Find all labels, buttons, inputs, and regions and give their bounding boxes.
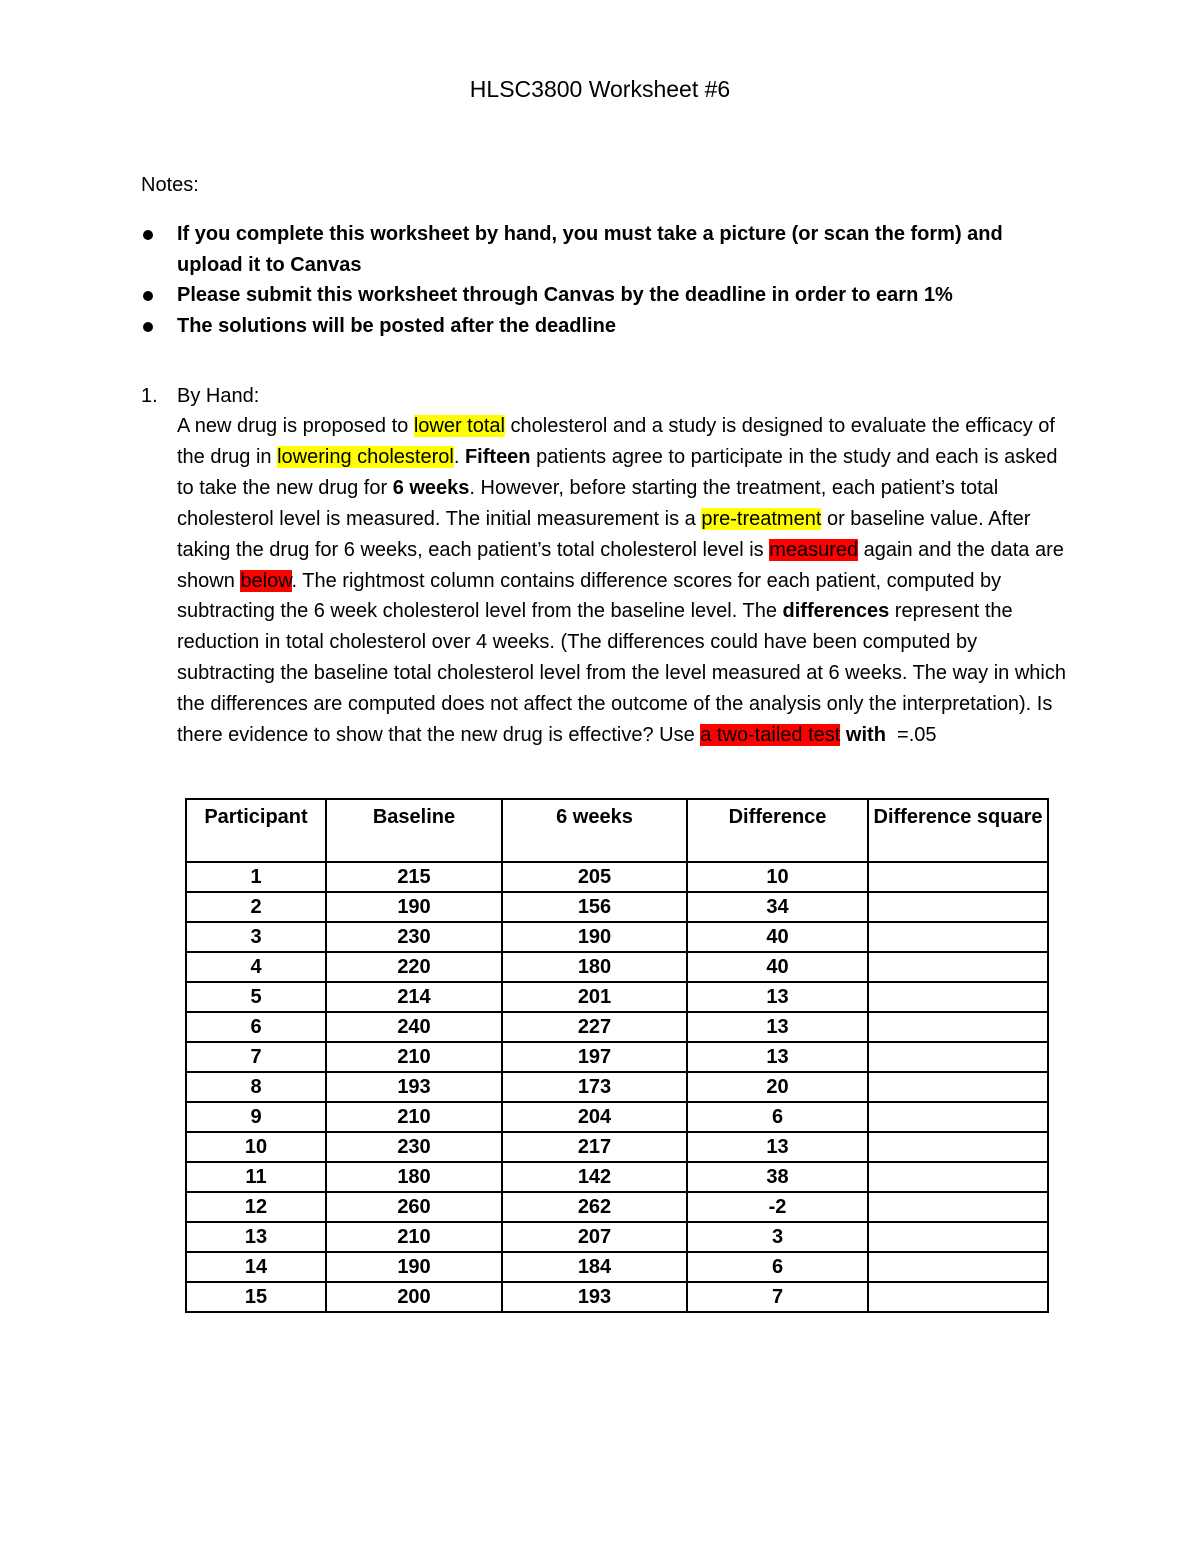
cell-baseline: 230	[326, 1132, 502, 1162]
cell-participant: 7	[186, 1042, 326, 1072]
cell-6-weeks: 156	[502, 892, 687, 922]
text-segment: .	[453, 445, 465, 468]
cell-participant: 9	[186, 1102, 326, 1132]
data-table	[185, 798, 1049, 1313]
note-text: The solutions will be posted after the deadline	[177, 314, 616, 337]
cell-difference-square[interactable]	[868, 1072, 1048, 1102]
cell-baseline: 220	[326, 952, 502, 982]
text-segment: represent the reduction in total cholesterol over 4 weeks. (The differences could have been computed by subtracting the baseline total cholesterol level from the level measured at 6 weeks. The way in which the differences are computed does not affect the outcome of the analysis only the interpretation). Is there evidence to show that the new drug is effective? Use	[177, 600, 1066, 747]
cell-baseline: 190	[326, 1252, 502, 1282]
cell-difference-square[interactable]	[868, 1042, 1048, 1072]
page-title: HLSC3800 Worksheet #6	[469, 76, 731, 102]
table-row	[186, 892, 1048, 922]
table-row	[186, 1132, 1048, 1162]
text-segment: =.05	[885, 724, 937, 747]
highlight-yellow: lowering cholesterol	[277, 445, 454, 468]
highlight-yellow: pre-treatment	[701, 507, 822, 530]
cell-6-weeks: 180	[502, 952, 687, 982]
bullet-icon	[143, 230, 153, 240]
cell-6-weeks: 142	[502, 1162, 687, 1192]
text-segment: A new drug is proposed to	[177, 415, 414, 437]
note-text: If you complete this worksheet by hand, you must take a picture (or scan the form) and upload it to Canvas	[177, 223, 1003, 276]
cell-difference-square[interactable]	[868, 982, 1048, 1012]
cell-baseline: 240	[326, 1012, 502, 1042]
cell-difference-square[interactable]	[868, 1252, 1048, 1282]
bullet-icon	[143, 291, 153, 301]
cell-difference: 34	[687, 892, 868, 922]
table-row	[186, 862, 1048, 892]
cell-participant: 3	[186, 922, 326, 952]
cell-participant: 6	[186, 1012, 326, 1042]
cell-difference-square[interactable]	[868, 1102, 1048, 1132]
cell-6-weeks: 262	[502, 1192, 687, 1222]
cell-6-weeks: 184	[502, 1252, 687, 1282]
cell-baseline: 210	[326, 1222, 502, 1252]
list-item	[141, 219, 1041, 280]
cell-difference-square[interactable]	[868, 1282, 1048, 1312]
bold-text: differences	[782, 600, 890, 623]
table-row	[186, 1282, 1048, 1312]
note-text: Please submit this worksheet through Canvas by the deadline in order to earn 1%	[177, 284, 953, 306]
table-row	[186, 1042, 1048, 1072]
highlight-yellow: lower total	[413, 415, 505, 437]
cell-participant: 2	[186, 892, 326, 922]
cell-6-weeks: 217	[502, 1132, 687, 1162]
notes-list	[141, 219, 1041, 341]
cell-difference: 20	[687, 1072, 868, 1102]
text-segment: or baseline value. After taking the drug for 6 weeks, each patient’s total cholesterol level is	[177, 507, 1031, 561]
cell-6-weeks: 201	[502, 982, 687, 1012]
table-row	[186, 1252, 1048, 1282]
cell-baseline: 200	[326, 1282, 502, 1312]
column-header-difference: Difference	[687, 799, 868, 862]
cell-baseline: 214	[326, 982, 502, 1012]
table-row	[186, 1222, 1048, 1252]
cell-6-weeks: 227	[502, 1012, 687, 1042]
table-row	[186, 1072, 1048, 1102]
table-row	[186, 1162, 1048, 1192]
cell-baseline: 230	[326, 922, 502, 952]
cell-difference: 7	[687, 1282, 868, 1312]
cell-baseline: 210	[326, 1042, 502, 1072]
text-segment: patients agree to participate in the study and each is asked to take the new drug for	[177, 445, 1058, 499]
cell-difference-square[interactable]	[868, 1132, 1048, 1162]
cell-6-weeks: 205	[502, 862, 687, 892]
text-segment: cholesterol and a study is designed to evaluate the efficacy of the drug in	[177, 415, 1055, 468]
highlight-red: measured	[769, 538, 859, 561]
cell-participant: 12	[186, 1192, 326, 1222]
cell-difference: 3	[687, 1222, 868, 1252]
table-row	[186, 952, 1048, 982]
table-row	[186, 1012, 1048, 1042]
cell-difference: 40	[687, 952, 868, 982]
cell-baseline: 210	[326, 1102, 502, 1132]
bullet-icon	[143, 322, 153, 332]
highlight-red: below	[240, 569, 292, 592]
cell-6-weeks: 197	[502, 1042, 687, 1072]
cell-6-weeks: 204	[502, 1102, 687, 1132]
cell-difference: 10	[687, 862, 868, 892]
cell-participant: 15	[186, 1282, 326, 1312]
cell-difference: 13	[687, 1042, 868, 1072]
bold-text: with	[840, 724, 886, 747]
cell-6-weeks: 193	[502, 1282, 687, 1312]
cell-difference: 38	[687, 1162, 868, 1192]
cell-difference-square[interactable]	[868, 1012, 1048, 1042]
cell-participant: 13	[186, 1222, 326, 1252]
cell-participant: 11	[186, 1162, 326, 1192]
cell-baseline: 180	[326, 1162, 502, 1192]
cell-participant: 10	[186, 1132, 326, 1162]
cell-participant: 5	[186, 982, 326, 1012]
cell-participant: 1	[186, 862, 326, 892]
cell-difference-square[interactable]	[868, 862, 1048, 892]
column-header-difference-square: Difference square	[868, 799, 1048, 862]
cell-difference-square[interactable]	[868, 1192, 1048, 1222]
text-segment: . The rightmost column contains difference scores for each patient, computed by subtracting the 6 week cholesterol level from the baseline level. The	[177, 569, 1002, 623]
column-header-6-weeks: 6 weeks	[502, 799, 687, 862]
cell-difference-square[interactable]	[868, 1162, 1048, 1192]
cell-difference-square[interactable]	[868, 892, 1048, 922]
bold-text: 6 weeks	[392, 476, 470, 499]
cell-difference-square[interactable]	[868, 952, 1048, 982]
question-number: 1.	[141, 385, 158, 407]
cell-baseline: 190	[326, 892, 502, 922]
notes-label: Notes:	[141, 174, 199, 196]
column-header-participant: Participant	[186, 799, 326, 862]
cell-difference: 6	[687, 1252, 868, 1282]
highlight-red: a two-tailed test	[700, 724, 841, 747]
cell-6-weeks: 190	[502, 922, 687, 952]
column-header-baseline: Baseline	[326, 799, 502, 862]
cell-baseline: 260	[326, 1192, 502, 1222]
cell-participant: 4	[186, 952, 326, 982]
cell-baseline: 193	[326, 1072, 502, 1102]
cell-baseline: 215	[326, 862, 502, 892]
table-row	[186, 922, 1048, 952]
cell-participant: 8	[186, 1072, 326, 1102]
bold-text: Fifteen	[464, 445, 531, 468]
table-row	[186, 1192, 1048, 1222]
table-row	[186, 1102, 1048, 1132]
cell-difference-square[interactable]	[868, 1222, 1048, 1252]
table-row	[186, 982, 1048, 1012]
cell-difference-square[interactable]	[868, 922, 1048, 952]
table-body	[186, 862, 1048, 1312]
cell-difference: 6	[687, 1102, 868, 1132]
text-segment: again and the data are shown	[177, 538, 1064, 592]
cell-6-weeks: 173	[502, 1072, 687, 1102]
cell-difference: 40	[687, 922, 868, 952]
cell-difference: 13	[687, 1132, 868, 1162]
list-item	[141, 311, 1041, 342]
list-item	[141, 280, 1041, 311]
question-text	[177, 411, 1067, 751]
table-header-row	[186, 799, 1048, 862]
question-label: By Hand:	[177, 385, 260, 407]
cell-difference: 13	[687, 982, 868, 1012]
cell-6-weeks: 207	[502, 1222, 687, 1252]
cell-difference: -2	[687, 1192, 868, 1222]
text-segment: . However, before starting the treatment, each patient’s total cholesterol level is measured. The initial measurement is a	[177, 476, 999, 530]
cell-participant: 14	[186, 1252, 326, 1282]
cell-difference: 13	[687, 1012, 868, 1042]
